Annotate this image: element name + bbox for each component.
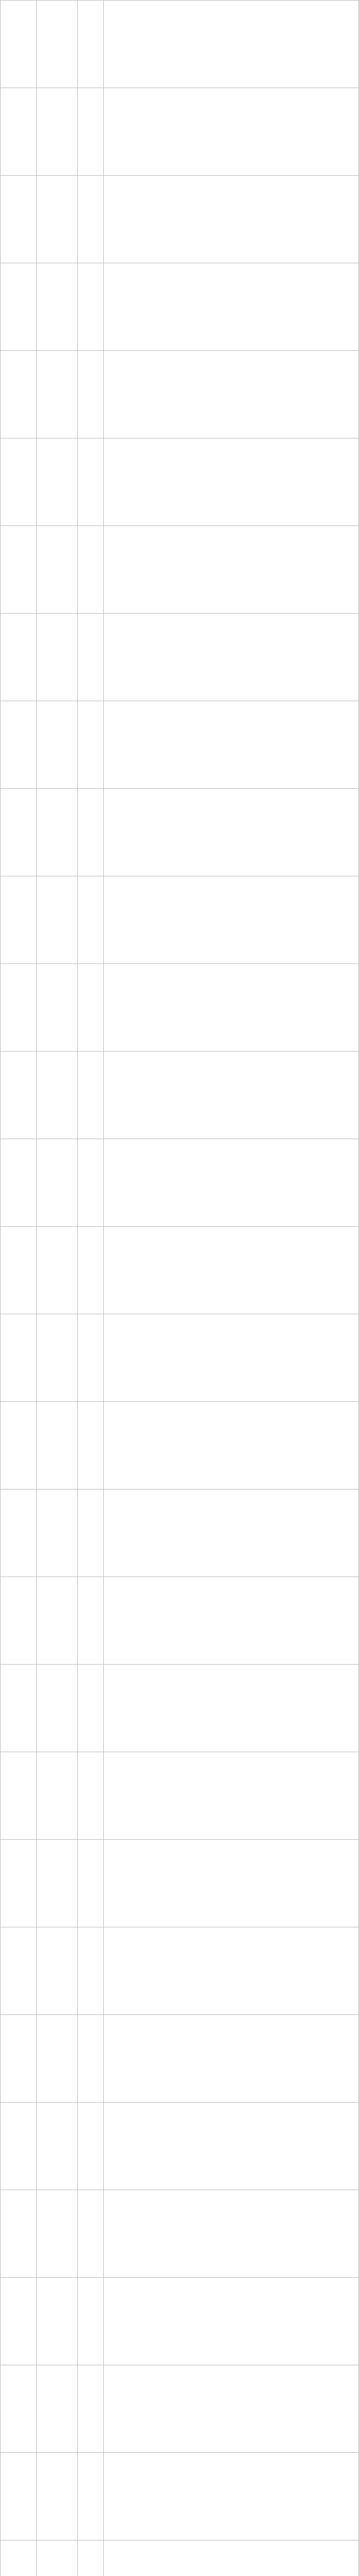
row-rule xyxy=(0,1839,359,1840)
row-rule xyxy=(0,963,359,964)
row-rule xyxy=(0,350,359,351)
row-rule xyxy=(0,613,359,614)
row-rule xyxy=(0,0,359,1)
row-rule xyxy=(0,2014,359,2015)
row-rule xyxy=(0,2102,359,2103)
row-rule xyxy=(0,1664,359,1665)
row-rule xyxy=(0,1051,359,1052)
row-rule xyxy=(0,1226,359,1227)
row-rule xyxy=(0,1401,359,1402)
row-rule xyxy=(0,788,359,789)
row-rule xyxy=(0,2277,359,2278)
row-rule xyxy=(0,175,359,176)
row-rule xyxy=(0,2452,359,2453)
